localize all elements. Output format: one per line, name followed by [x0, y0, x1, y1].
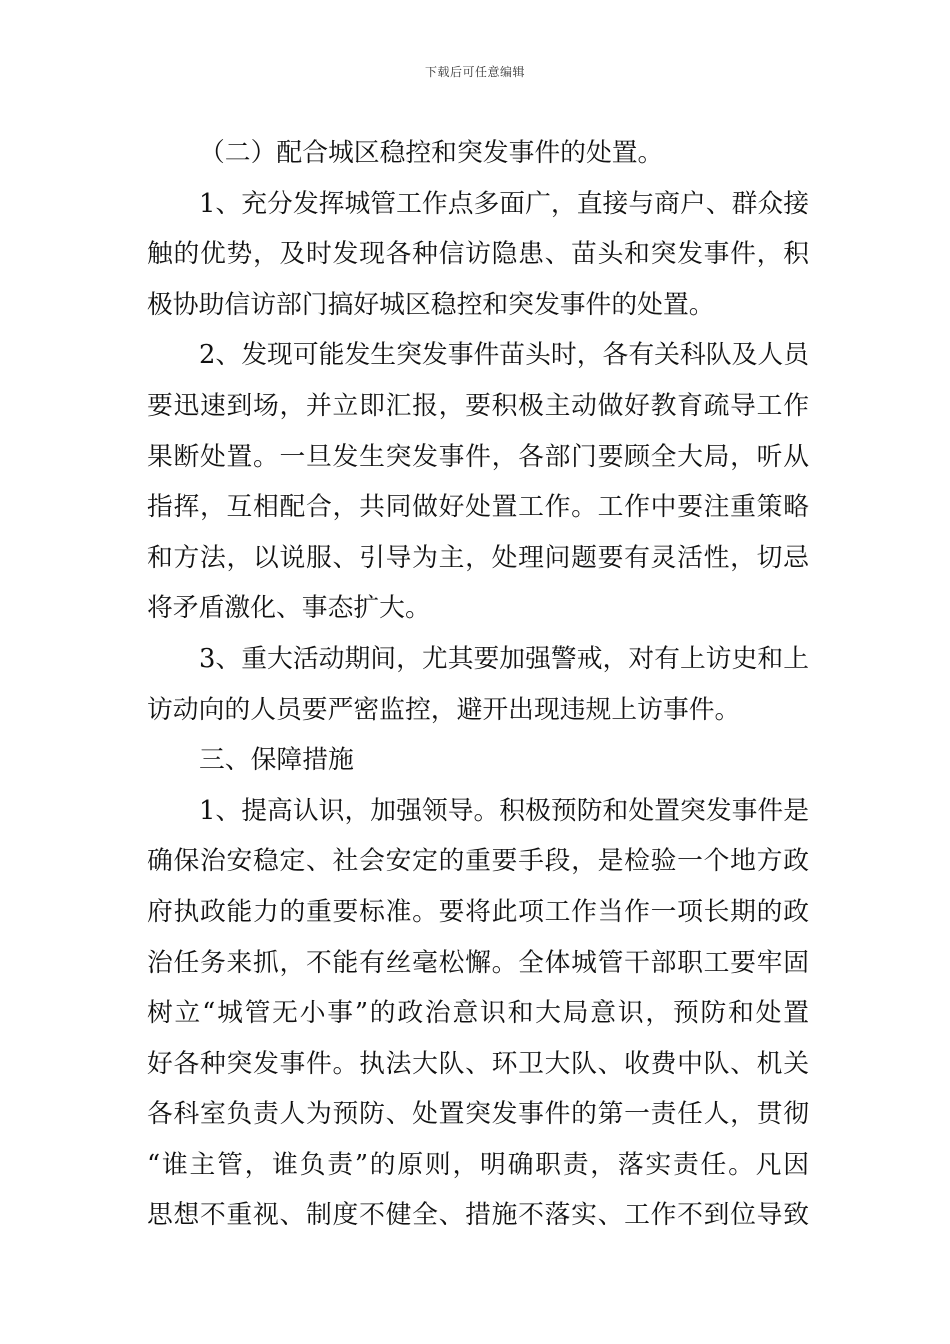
text-line: 三、保障措施 [199, 745, 354, 776]
text-line: 3、重大活动期间，尤其要加强警戒，对有上访史和上 [199, 643, 809, 674]
text-line: （二）配合城区稳控和突发事件的处置。 [199, 138, 664, 168]
text-line: 访动向的人员要严密监控，避开出现违规上访事件。 [147, 694, 741, 725]
text-line: 和方法，以说服、引导为主，处理问题要有灵活性，切忌 [147, 542, 809, 573]
text-line: 治任务来抓，不能有丝毫松懈。全体城管干部职工要牢固 [147, 947, 809, 978]
text-line: 各科室负责人为预防、处置突发事件的第一责任人，贯彻 [147, 1099, 809, 1130]
text-line: “谁主管，谁负责”的原则，明确职责，落实责任。凡因 [147, 1149, 809, 1180]
text-line: 树立“城管无小事”的政治意识和大局意识，预防和处置 [147, 998, 809, 1029]
text-line: 将矛盾激化、事态扩大。 [147, 593, 431, 624]
page-header-note: 下载后可任意编辑 [424, 65, 525, 79]
text-line: 触的优势，及时发现各种信访隐患、苗头和突发事件，积 [147, 239, 809, 270]
text-line: 果断处置。一旦发生突发事件，各部门要顾全大局，听从 [147, 441, 809, 472]
text-line: 要迅速到场，并立即汇报，要积极主动做好教育疏导工作 [147, 390, 809, 421]
text-line: 好各种突发事件。执法大队、环卫大队、收费中队、机关 [147, 1048, 809, 1079]
text-line: 2、发现可能发生突发事件苗头时，各有关科队及人员 [199, 340, 809, 371]
text-line: 1、充分发挥城管工作点多面广，直接与商户、群众接 [199, 188, 809, 219]
text-line: 确保治安稳定、社会安定的重要手段，是检验一个地方政 [147, 846, 809, 877]
text-line: 府执政能力的重要标准。要将此项工作当作一项长期的政 [147, 896, 809, 927]
text-line: 思想不重视、制度不健全、措施不落实、工作不到位导致 [147, 1200, 809, 1231]
text-line: 指挥，互相配合，共同做好处置工作。工作中要注重策略 [147, 492, 809, 523]
text-line: 1、提高认识，加强领导。积极预防和处置突发事件是 [199, 795, 809, 826]
document-body [147, 128, 809, 1241]
text-line: 极协助信访部门搞好城区稳控和突发事件的处置。 [147, 289, 715, 320]
